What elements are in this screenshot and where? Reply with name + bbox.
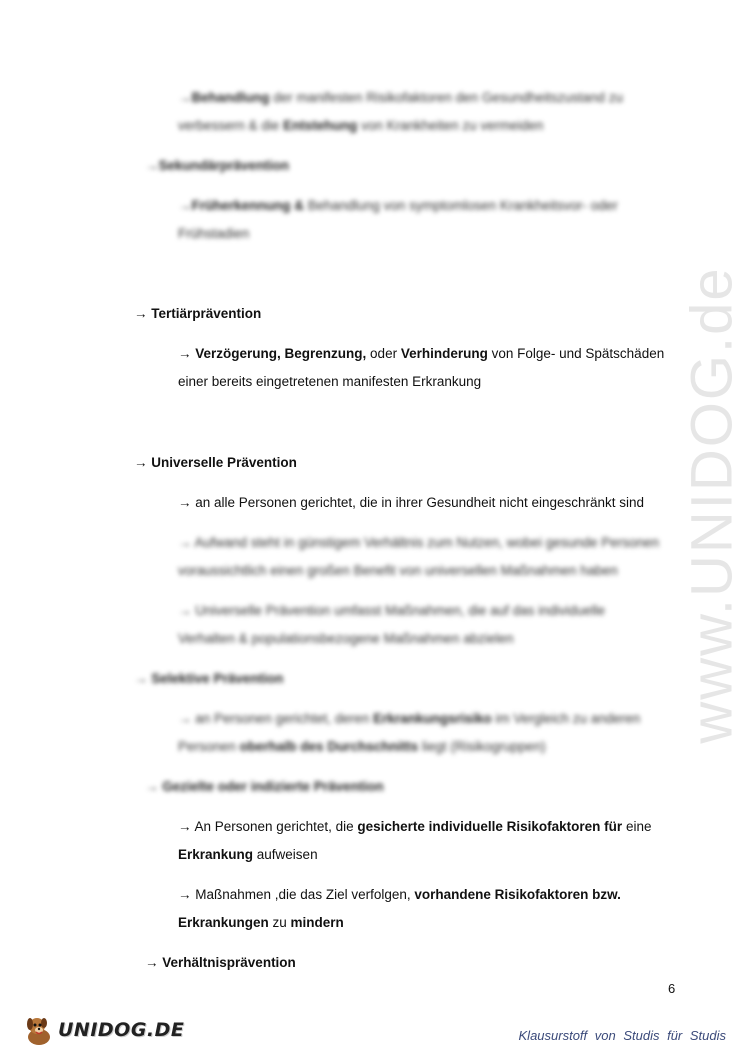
text-line: Erkrankung aufweisen (178, 847, 318, 862)
text-line: → Universelle Prävention umfasst Maßnahmen, die auf das individuelle (178, 603, 605, 618)
text-line: → An Personen gerichtet, die gesicherte individuelle Risikofaktoren für eine (178, 819, 652, 834)
text-line: →Behandlung der manifesten Risikofaktoren den Gesundheitszustand zu (178, 90, 623, 105)
arrow-icon: → (178, 90, 192, 105)
text-line: → Aufwand steht in günstigem Verhältnis zum Nutzen, wobei gesunde Personen (178, 535, 660, 550)
text-line: verbessern & die Entstehung von Krankheiten zu vermeiden (178, 118, 544, 133)
page-number: 6 (668, 981, 676, 996)
text-line: →Früherkennung & Behandlung von symptomlosen Krankheitsvor- oder (178, 198, 618, 213)
section-heading: →Sekundärprävention (145, 158, 290, 173)
arrow-icon: → (145, 955, 159, 970)
section-heading: → Tertiärprävention (134, 306, 262, 321)
text-line: Frühstadien (178, 226, 250, 241)
arrow-icon: → (178, 711, 192, 726)
arrow-icon: → (145, 779, 159, 794)
arrow-icon: → (178, 346, 192, 361)
text-line: einer bereits eingetretenen manifesten Erkrankung (178, 374, 482, 389)
arrow-icon: → (178, 603, 192, 618)
arrow-icon: → (178, 495, 192, 510)
text-line: Personen oberhalb des Durchschnitts liegt (Risikogruppen) (178, 739, 546, 754)
section-heading: → Verhältnisprävention (145, 955, 296, 970)
dog-mascot-icon (22, 1013, 56, 1047)
arrow-icon: → (134, 671, 148, 686)
text-line: Verhalten & populationsbezogene Maßnahmen abzielen (178, 631, 514, 646)
text-line: Erkrankungen zu mindern (178, 915, 344, 930)
arrow-icon: → (178, 198, 192, 213)
section-heading: → Gezielte oder indizierte Prävention (145, 779, 384, 794)
text-line: → an Personen gerichtet, deren Erkrankungsrisiko im Vergleich zu anderen (178, 711, 641, 726)
text-line: voraussichtlich einen großen Benefit von universellen Maßnahmen haben (178, 563, 618, 578)
section-heading: → Universelle Prävention (134, 455, 297, 470)
arrow-icon: → (134, 455, 148, 470)
unidog-logo (22, 1011, 184, 1049)
arrow-icon: → (134, 306, 148, 321)
arrow-icon: → (178, 819, 192, 834)
text-line: → an alle Personen gerichtet, die in ihrer Gesundheit nicht eingeschränkt sind (178, 495, 645, 510)
section-heading: → Selektive Prävention (134, 671, 284, 686)
text-line: → Maßnahmen ,die das Ziel verfolgen, vorhandene Risikofaktoren bzw. (178, 887, 621, 902)
arrow-icon: → (178, 887, 192, 902)
logo-text: UNIDOG.DE (58, 1019, 185, 1041)
text-line: → Verzögerung, Begrenzung, oder Verhinderung von Folge- und Spätschäden (178, 346, 665, 361)
watermark: www.UNIDOG.de (679, 266, 745, 744)
arrow-icon: → (178, 535, 192, 550)
footer-tagline: Klausurstoff von Studis für Studis (518, 1028, 726, 1043)
arrow-icon: → (145, 158, 159, 173)
